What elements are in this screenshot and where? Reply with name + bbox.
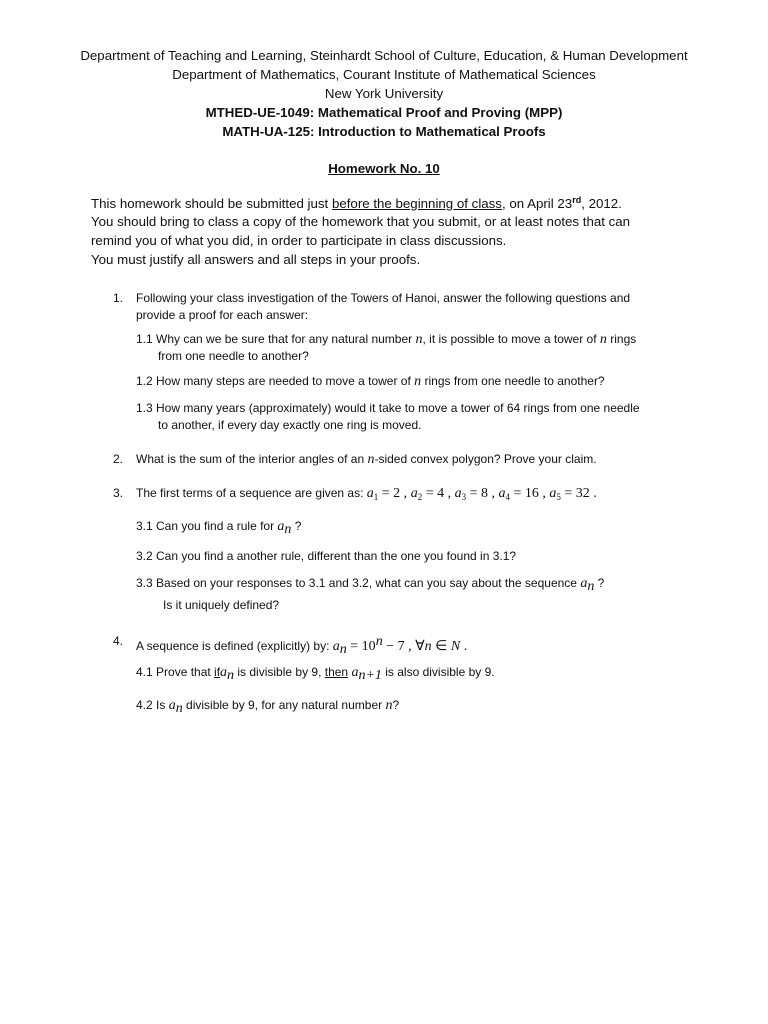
homework-title: Homework No. 10: [328, 161, 440, 176]
course-line-1: MTHED-UE-1049: Mathematical Proof and Proving (MPP): [205, 105, 563, 120]
q1-3-line-1: 1.3 How many years (approximately) would it take to move a tower of 64 rings from one needle: [136, 401, 640, 415]
intro-line-1: This homework should be submitted just before the beginning of class, on April 23rd, 2012.: [91, 195, 622, 211]
q1-1-line-2: from one needle to another?: [158, 349, 309, 363]
intro-line-2: You should bring to class a copy of the homework that you submit, or at least notes that can: [91, 214, 631, 229]
course-line-2: MATH-UA-125: Introduction to Mathematical Proofs: [222, 124, 546, 139]
intro-line-4: You must justify all answers and all steps in your proofs.: [91, 252, 421, 267]
q1-2-line: 1.2 How many steps are needed to move a tower of n rings from one needle to another?: [136, 374, 605, 389]
intro-line-3: remind you of what you did, in order to participate in class discussions.: [91, 233, 507, 248]
q4-1-line: 4.1 Prove that ifa$_n$ is divisible by 9, then $a_{n+1}$ is also divisible by 9.: [136, 665, 495, 683]
q3-sequence-terms: $a_1 = 2$ , $a_2 = 4$ , $a_3 = 8$ , $a_4 = 16$ , $a_5 = 32$ .: [366, 486, 597, 502]
university-line: New York University: [324, 86, 444, 101]
q3-3-line-2: Is it uniquely defined?: [163, 598, 280, 612]
q4-number: 4.: [113, 634, 124, 648]
q2-text: What is the sum of the interior angles of an n-sided convex polygon? Prove your claim.: [136, 452, 597, 467]
q3-number: 3.: [113, 486, 124, 500]
q3-3-line-1: 3.3 Based on your responses to 3.1 and 3.2, what can you say about the sequence $a_n$ ?: [136, 576, 605, 594]
q1-text-line-1: Following your class investigation of the Towers of Hanoi, answer the following questions and: [136, 291, 631, 305]
department-line-1: Department of Teaching and Learning, Steinhardt School of Culture, Education, & Human Development: [80, 48, 688, 63]
department-line-2: Department of Mathematics, Courant Institute of Mathematical Sciences: [172, 67, 596, 82]
q4-formula: $a_n = 10^n - 7$ , ∀n ∈ N .: [332, 634, 468, 657]
q3-1-line: 3.1 Can you find a rule for $a_n$ ?: [136, 519, 302, 537]
q1-1-line-1: 1.1 Why can we be sure that for any natural number n, it is possible to move a tower of n rings: [136, 332, 637, 347]
q1-text-line-2: provide a proof for each answer:: [136, 308, 309, 322]
q4-2-line: 4.2 Is $a_n$ divisible by 9, for any natural number n?: [136, 698, 400, 716]
q3-text: The first terms of a sequence are given as: $a_1 = 2$ , $a_2 = 4$ , $a_3 = 8$ , $a_4 = 16$ , $a_5 = 32$ .: [136, 486, 597, 502]
q4-text: A sequence is defined (explicitly) by: $a_n = 10^n - 7$ , ∀n ∈ N .: [136, 634, 468, 657]
q2-number: 2.: [113, 452, 124, 466]
q1-3-line-2: to another, if every day exactly one ring is moved.: [158, 418, 422, 432]
q1-number: 1.: [113, 291, 124, 305]
q3-2-line: 3.2 Can you find a another rule, different than the one you found in 3.1?: [136, 549, 517, 563]
